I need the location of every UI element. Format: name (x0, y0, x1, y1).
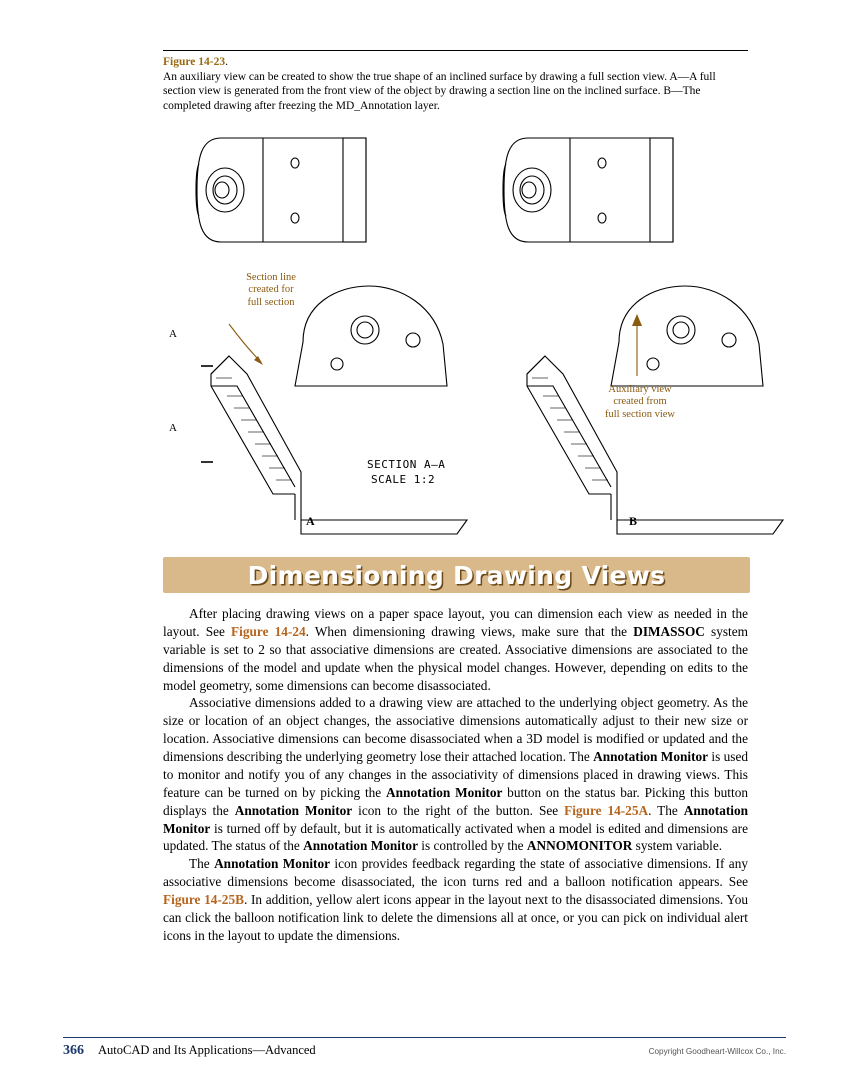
p2-b5: Annotation Monitor (303, 838, 418, 854)
paragraph-1 (163, 605, 748, 694)
cut-label-top: A (169, 327, 177, 340)
aux-view-note: Auxiliary view created from full section view (605, 383, 675, 421)
p3-b: icon provides feedback regarding the state of associative dimensions. If any associative dimensions become disassociated, the icon turns red and a balloon notification appears. See (163, 856, 748, 890)
p2-b1: Annotation Monitor (593, 749, 709, 764)
p2-g: is controlled by the (417, 838, 527, 854)
figure-illustration (163, 122, 748, 542)
p2-figure-ref: Figure 14-25A (564, 802, 649, 818)
p3-figure-ref: Figure 14-25B (163, 892, 244, 907)
page-footer (63, 1037, 786, 1059)
aux-view-leader (623, 310, 663, 380)
body-copy (163, 605, 748, 945)
view-label-b: B (629, 513, 638, 528)
paragraph-3 (163, 855, 748, 944)
paragraph-2 (163, 694, 748, 855)
page-number: 366 (63, 1043, 84, 1058)
figure-caption (163, 55, 748, 114)
cut-label-bottom: A (169, 421, 177, 434)
section-scale: SCALE 1:2 (371, 472, 436, 486)
p1-post: system variable is set to 2 so that associative dimensions are created. Associative dimensions are associated to the dimensions of the model and update when the physical model changes. However, depending on edits to the model geometry, some dimensions can become disassociated. (163, 623, 748, 693)
p2-e: . The (648, 802, 684, 818)
figure-top-rule (163, 50, 748, 51)
p2-f: is turned off by default, but it is automatically activated when a model is edited and dimensions are updated. The status of the (163, 820, 748, 854)
p2-d: icon to the right of the button. See (352, 802, 565, 818)
p2-c: button on the status bar. Picking this button displays the (163, 784, 748, 818)
figure-number: Figure 14-23 (163, 56, 226, 68)
figure-caption-text: An auxiliary view can be created to show the true shape of an inclined surface by drawing a full section view. A—A full section view is generated from the front view of the object by drawing a section line on the inclined surface. B—The completed drawing after freezing the MD_Annotation layer. (163, 70, 716, 113)
p2-h: system variable. (632, 838, 723, 854)
p2-b: is used to monitor and notify you of any changes in the associativity of dimensions placed in drawing views. This feature can be turned on by picking the (163, 749, 748, 800)
front-view-a-drawing (191, 130, 441, 260)
section-line-leader (223, 318, 313, 378)
p2-b3: Annotation Monitor (234, 802, 353, 818)
p1-figure-ref: Figure 14-24 (231, 623, 306, 639)
figure-number-period: . (225, 56, 228, 68)
section-title: SECTION A–A (367, 457, 446, 471)
section-view-a-drawing (177, 282, 477, 542)
view-label-a: A (306, 513, 315, 528)
p1-mid: . When dimensioning drawing views, make sure that the (305, 623, 634, 639)
p2-b4: Annotation Monitor (163, 802, 749, 836)
p1-pre: After placing drawing views on a paper space layout, you can dimension each view as needed in the layout. See (163, 606, 748, 639)
section-line-note: Section line created for full section (246, 271, 296, 309)
p2-b2: Annotation Monitor (386, 784, 503, 800)
p2-a: Associative dimensions added to a drawing view are attached to the underlying object geometry. As the size or location of an object changes, the associative dimensions automatically adjust to their new size or location. Associative dimensions can become disassociated when a 3D model is modified or updated and the dimensions describing the underlying geometry lose their attached location. The (163, 695, 748, 764)
book-title: AutoCAD and Its Applications—Advanced (98, 1043, 316, 1057)
p3-c: . In addition, yellow alert icons appear in the layout next to the disassociated dimensions. You can click the balloon notification link to delete the dimensions all at once, or you can pick on individual alert icons in the layout to update the dimensions. (163, 892, 748, 943)
front-view-b-drawing (498, 130, 748, 260)
p1-dimassoc: DIMASSOC (633, 623, 705, 639)
p3-a: The (189, 856, 215, 872)
figure-block (163, 50, 748, 542)
copyright-notice: Copyright Goodheart-Willcox Co., Inc. (648, 1047, 786, 1056)
p2-b6: ANNOMONITOR (526, 838, 633, 854)
section-banner (163, 557, 750, 593)
page-title: Dimensioning Drawing Views (247, 560, 666, 590)
p3-b1: Annotation Monitor (214, 856, 331, 872)
